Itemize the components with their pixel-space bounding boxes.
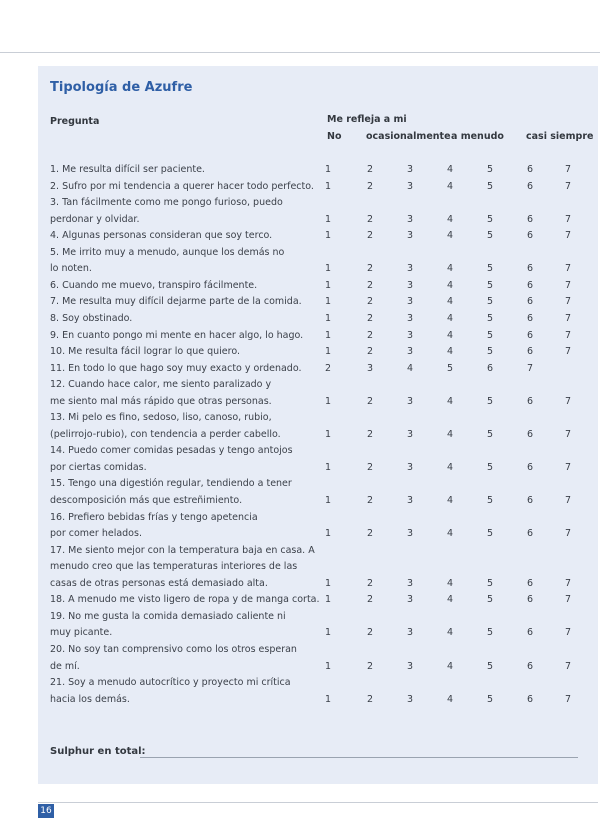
- rating-option[interactable]: 1: [324, 263, 332, 275]
- rating-option[interactable]: 7: [564, 312, 572, 324]
- rating-option[interactable]: 1: [324, 594, 332, 606]
- page-number-badge: 16: [38, 804, 54, 818]
- rating-option[interactable]: 6: [526, 180, 534, 192]
- question-text: 6. Cuando me muevo, transpiro fácilmente.: [50, 279, 258, 291]
- rating-option[interactable]: 5: [486, 660, 494, 672]
- rating-option[interactable]: 5: [486, 627, 494, 639]
- rating-option[interactable]: 6: [526, 213, 534, 225]
- rating-option[interactable]: 4: [446, 180, 454, 192]
- question-text: 10. Me resulta fácil lograr lo que quiero.: [50, 346, 241, 358]
- rating-option[interactable]: 5: [486, 329, 494, 341]
- rating-option[interactable]: 3: [406, 577, 414, 589]
- rating-option[interactable]: 3: [406, 180, 414, 192]
- rating-option[interactable]: 5: [486, 213, 494, 225]
- rating-option[interactable]: 7: [564, 296, 572, 308]
- rating-option[interactable]: 4: [446, 693, 454, 705]
- rating-option[interactable]: 1: [324, 164, 332, 175]
- total-input-line[interactable]: [140, 757, 578, 758]
- bottom-rule: [38, 802, 598, 803]
- rating-option[interactable]: 7: [564, 346, 572, 358]
- rating-option[interactable]: 2: [366, 395, 374, 407]
- rating-option[interactable]: 4: [446, 263, 454, 275]
- rating-option[interactable]: 3: [406, 213, 414, 225]
- rating-option[interactable]: 6: [526, 577, 534, 589]
- rating-option[interactable]: 4: [446, 296, 454, 308]
- rating-option[interactable]: 5: [486, 230, 494, 242]
- rating-option[interactable]: 6: [526, 693, 534, 705]
- question-text: me siento mal más rápido que otras personas.: [50, 395, 272, 407]
- rating-option[interactable]: 2: [366, 594, 374, 606]
- rating-option[interactable]: 4: [446, 428, 454, 440]
- rating-option[interactable]: 4: [446, 346, 454, 358]
- question-text: 19. No me gusta la comida demasiado caliente ni: [50, 610, 286, 622]
- rating-option[interactable]: 3: [406, 346, 414, 358]
- rating-option[interactable]: 2: [366, 346, 374, 358]
- rating-option[interactable]: 3: [406, 312, 414, 324]
- rating-option[interactable]: 7: [564, 577, 572, 589]
- rating-option[interactable]: 3: [406, 263, 414, 275]
- rating-option[interactable]: 6: [526, 296, 534, 308]
- rating-option[interactable]: 6: [526, 495, 534, 506]
- rating-option[interactable]: 5: [486, 180, 494, 192]
- rating-option[interactable]: 2: [366, 180, 374, 192]
- question-text: 11. En todo lo que hago soy muy exacto y ordenado.: [50, 362, 302, 374]
- rating-option[interactable]: 1: [324, 627, 332, 639]
- question-text: 18. A menudo me visto ligero de ropa y de manga corta.: [50, 594, 320, 606]
- rating-option[interactable]: 6: [526, 164, 534, 175]
- rating-option[interactable]: 3: [406, 296, 414, 308]
- rating-option[interactable]: 2: [366, 495, 374, 506]
- rating-option[interactable]: 2: [366, 428, 374, 440]
- rating-option[interactable]: 4: [446, 329, 454, 341]
- question-text: por ciertas comidas.: [50, 461, 147, 473]
- question-text: 4. Algunas personas consideran que soy terco.: [50, 230, 273, 242]
- rating-option[interactable]: 2: [366, 577, 374, 589]
- rating-option[interactable]: 5: [486, 693, 494, 705]
- rating-option[interactable]: 7: [564, 594, 572, 606]
- rating-option[interactable]: 1: [324, 346, 332, 358]
- rating-option[interactable]: 1: [324, 312, 332, 324]
- question-text: 21. Soy a menudo autocrítico y proyecto mi crítica: [50, 677, 291, 689]
- rating-option[interactable]: 6: [526, 660, 534, 672]
- rating-option[interactable]: 1: [324, 693, 332, 705]
- rating-option[interactable]: 7: [526, 362, 534, 374]
- rating-option[interactable]: 5: [486, 594, 494, 606]
- rating-option[interactable]: 6: [526, 230, 534, 242]
- rating-option[interactable]: 7: [564, 164, 572, 175]
- rating-option[interactable]: 4: [446, 627, 454, 639]
- rating-option[interactable]: 3: [406, 329, 414, 341]
- scale-header-occasionally: ocasionalmente: [366, 131, 451, 142]
- rating-option[interactable]: 6: [526, 329, 534, 341]
- rating-option[interactable]: 3: [406, 428, 414, 440]
- scale-header-no: No: [327, 131, 342, 142]
- rating-option[interactable]: 4: [446, 577, 454, 589]
- rating-option[interactable]: 4: [446, 395, 454, 407]
- question-text: por comer helados.: [50, 528, 142, 540]
- page-title: Tipología de Azufre: [50, 80, 193, 95]
- rating-option[interactable]: 4: [446, 495, 454, 506]
- scale-header-almost-always: casi siempre: [526, 131, 594, 142]
- rating-option[interactable]: 3: [406, 660, 414, 672]
- rating-option[interactable]: 7: [564, 627, 572, 639]
- rating-option[interactable]: 1: [324, 495, 332, 506]
- rating-option[interactable]: 7: [564, 263, 572, 275]
- rating-option[interactable]: 1: [324, 213, 332, 225]
- rating-option[interactable]: 2: [366, 627, 374, 639]
- question-column-header: Pregunta: [50, 116, 100, 127]
- rating-option[interactable]: 6: [526, 528, 534, 540]
- rating-option[interactable]: 1: [324, 528, 332, 540]
- rating-option[interactable]: 3: [406, 627, 414, 639]
- rating-option[interactable]: 6: [526, 395, 534, 407]
- question-text: lo noten.: [50, 263, 92, 275]
- question-text: descomposición más que estreñimiento.: [50, 495, 243, 506]
- rating-option[interactable]: 2: [366, 279, 374, 291]
- rating-option[interactable]: 5: [486, 263, 494, 275]
- question-text: 16. Prefiero bebidas frías y tengo apetencia: [50, 511, 258, 523]
- question-text: muy picante.: [50, 627, 113, 639]
- rating-option[interactable]: 7: [564, 528, 572, 540]
- rating-option[interactable]: 7: [564, 279, 572, 291]
- question-text: 1. Me resulta difícil ser paciente.: [50, 164, 205, 175]
- rating-option[interactable]: 1: [324, 660, 332, 672]
- rating-option[interactable]: 2: [324, 362, 332, 374]
- question-text: 20. No soy tan comprensivo como los otros esperan: [50, 643, 297, 655]
- rating-option[interactable]: 2: [366, 213, 374, 225]
- rating-option[interactable]: 4: [446, 528, 454, 540]
- rating-option[interactable]: 4: [406, 362, 414, 374]
- question-text: 5. Me irrito muy a menudo, aunque los demás no: [50, 246, 285, 258]
- rating-option[interactable]: 1: [324, 230, 332, 242]
- question-text: de mí.: [50, 660, 80, 672]
- rating-option[interactable]: 3: [406, 279, 414, 291]
- question-text: 7. Me resulta muy difícil dejarme parte de la comida.: [50, 296, 302, 308]
- rating-option[interactable]: 2: [366, 263, 374, 275]
- rating-option[interactable]: 1: [324, 428, 332, 440]
- rating-option[interactable]: 3: [406, 230, 414, 242]
- rating-option[interactable]: 4: [446, 312, 454, 324]
- rating-option[interactable]: 5: [446, 362, 454, 374]
- rating-option[interactable]: 2: [366, 693, 374, 705]
- rating-option[interactable]: 1: [324, 461, 332, 473]
- question-text: hacia los demás.: [50, 693, 130, 705]
- rating-option[interactable]: 7: [564, 495, 572, 506]
- rating-option[interactable]: 2: [366, 312, 374, 324]
- rating-option[interactable]: 3: [406, 395, 414, 407]
- rating-option[interactable]: 1: [324, 395, 332, 407]
- question-text: menudo creo que las temperaturas interiores de las: [50, 561, 298, 573]
- question-text: perdonar y olvidar.: [50, 213, 140, 225]
- rating-option[interactable]: 5: [486, 296, 494, 308]
- rating-option[interactable]: 3: [406, 693, 414, 705]
- question-text: 3. Tan fácilmente como me pongo furioso, puedo: [50, 197, 283, 209]
- rating-option[interactable]: 1: [324, 279, 332, 291]
- rating-option[interactable]: 1: [324, 180, 332, 192]
- question-text: 17. Me siento mejor con la temperatura baja en casa. A: [50, 544, 315, 556]
- rating-option[interactable]: 5: [486, 346, 494, 358]
- question-text: 12. Cuando hace calor, me siento paralizado y: [50, 379, 272, 391]
- top-rule: [0, 52, 600, 53]
- rating-option[interactable]: 2: [366, 461, 374, 473]
- rating-option[interactable]: 5: [486, 528, 494, 540]
- rating-option[interactable]: 2: [366, 660, 374, 672]
- question-text: 13. Mi pelo es fino, sedoso, liso, canoso, rubio,: [50, 412, 272, 424]
- rating-option[interactable]: 5: [486, 461, 494, 473]
- rating-option[interactable]: 7: [564, 230, 572, 242]
- rating-option[interactable]: 4: [446, 279, 454, 291]
- rating-option[interactable]: 4: [446, 660, 454, 672]
- scale-header-often: a menudo: [451, 131, 504, 142]
- rating-option[interactable]: 6: [526, 312, 534, 324]
- rating-option[interactable]: 3: [406, 528, 414, 540]
- rating-option[interactable]: 6: [526, 627, 534, 639]
- rating-option[interactable]: 3: [406, 461, 414, 473]
- question-text: 9. En cuanto pongo mi mente en hacer algo, lo hago.: [50, 329, 304, 341]
- reflects-header: Me refleja a mi: [327, 114, 407, 125]
- rating-option[interactable]: 6: [486, 362, 494, 374]
- rating-option[interactable]: 6: [526, 594, 534, 606]
- rating-option[interactable]: 5: [486, 428, 494, 440]
- rating-option[interactable]: 4: [446, 164, 454, 175]
- question-text: (pelirrojo-rubio), con tendencia a perder cabello.: [50, 428, 281, 440]
- rating-option[interactable]: 6: [526, 263, 534, 275]
- rating-option[interactable]: 7: [564, 395, 572, 407]
- rating-option[interactable]: 2: [366, 329, 374, 341]
- rating-option[interactable]: 4: [446, 213, 454, 225]
- rating-option[interactable]: 3: [406, 164, 414, 175]
- rating-option[interactable]: 6: [526, 428, 534, 440]
- rating-option[interactable]: 5: [486, 312, 494, 324]
- rating-option[interactable]: 7: [564, 329, 572, 341]
- rating-option[interactable]: 7: [564, 428, 572, 440]
- rating-option[interactable]: 3: [406, 495, 414, 506]
- rating-option[interactable]: 7: [564, 660, 572, 672]
- rating-option[interactable]: 5: [486, 395, 494, 407]
- question-text: 2. Sufro por mi tendencia a querer hacer todo perfecto.: [50, 180, 314, 192]
- rating-option[interactable]: 5: [486, 495, 494, 506]
- rating-option[interactable]: 2: [366, 528, 374, 540]
- rating-option[interactable]: 5: [486, 164, 494, 175]
- total-label: Sulphur en total:: [50, 746, 146, 757]
- rating-option[interactable]: 4: [446, 594, 454, 606]
- question-text: 14. Puedo comer comidas pesadas y tengo antojos: [50, 445, 293, 457]
- rating-option[interactable]: 4: [446, 230, 454, 242]
- rating-option[interactable]: 7: [564, 693, 572, 705]
- rating-option[interactable]: 5: [486, 577, 494, 589]
- rating-option[interactable]: 4: [446, 461, 454, 473]
- rating-option[interactable]: 2: [366, 296, 374, 308]
- rating-option[interactable]: 2: [366, 230, 374, 242]
- rating-option[interactable]: 7: [564, 213, 572, 225]
- rating-option[interactable]: 1: [324, 296, 332, 308]
- rating-option[interactable]: 3: [366, 362, 374, 374]
- rating-option[interactable]: 5: [486, 279, 494, 291]
- rating-option[interactable]: 1: [324, 329, 332, 341]
- rating-option[interactable]: 2: [366, 164, 374, 175]
- question-text: 15. Tengo una digestión regular, tendiendo a tener: [50, 478, 292, 490]
- rating-option[interactable]: 7: [564, 461, 572, 473]
- rating-option[interactable]: 1: [324, 577, 332, 589]
- question-text: casas de otras personas está demasiado alta.: [50, 577, 268, 589]
- rating-option[interactable]: 6: [526, 346, 534, 358]
- rating-option[interactable]: 6: [526, 279, 534, 291]
- rating-option[interactable]: 7: [564, 180, 572, 192]
- rating-option[interactable]: 6: [526, 461, 534, 473]
- question-text: 8. Soy obstinado.: [50, 312, 133, 324]
- rating-option[interactable]: 3: [406, 594, 414, 606]
